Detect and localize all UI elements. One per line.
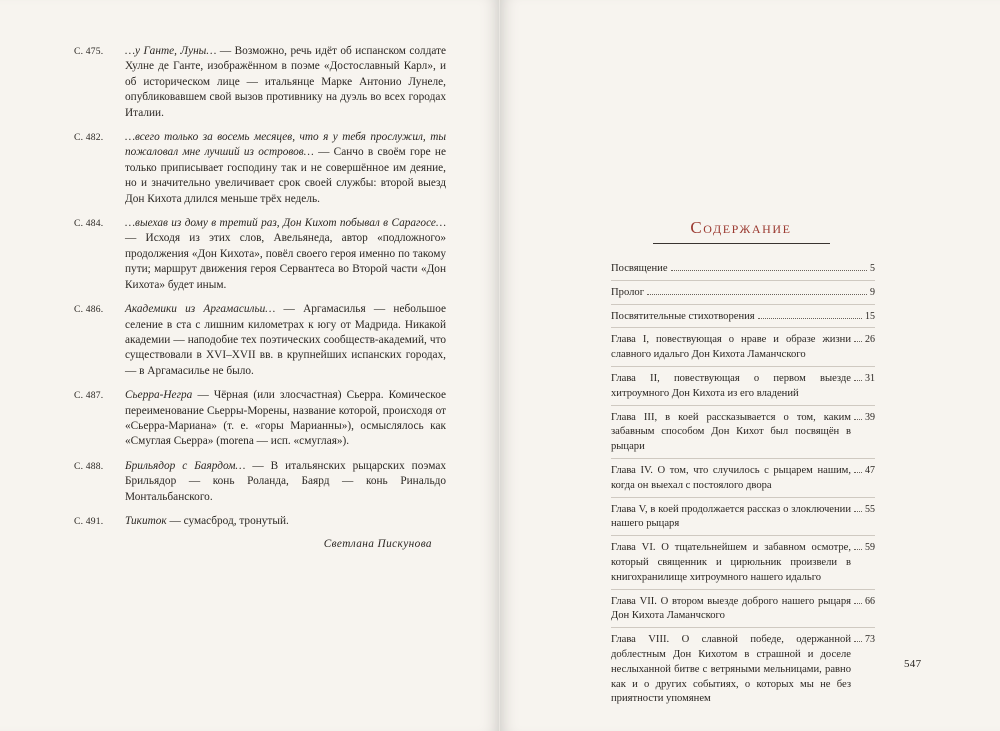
note-quote: Брильядор с Баярдом… bbox=[125, 459, 246, 472]
note-item bbox=[74, 514, 446, 529]
toc-entry-title: Посвятительные стихотворения bbox=[611, 310, 755, 322]
toc-leader bbox=[854, 472, 862, 473]
toc-entry-page: 31 bbox=[865, 372, 875, 384]
note-text: — В итальянских рыцарских поэмах Брильядор — конь Роланда, Баярд — конь Ринальдо Монтальбанского. bbox=[125, 459, 447, 503]
note-text: — Исходя из этих слов, Авельянеда, автор «подложного» продолжения «Дон Кихота», повёл своего героя именно по такому пути; маршрут движения героя Сервантеса во Второй части «Дон Кихота» будет иным. bbox=[125, 232, 446, 291]
table-of-contents bbox=[611, 262, 875, 715]
note-item bbox=[74, 388, 446, 450]
note-ref: С. 487. bbox=[74, 390, 104, 402]
toc-entry-title: Глава II, повествующая о первом выезде хитроумного Дон Кихота из его владений bbox=[611, 372, 851, 399]
toc-leader bbox=[854, 380, 862, 381]
toc-entry-page: 26 bbox=[865, 334, 875, 346]
toc-entry[interactable] bbox=[611, 411, 875, 459]
heading-rule bbox=[653, 243, 830, 244]
note-text: — Возможно, речь идёт об испанском солдате Хулне де Ганте, изображённом в поэме «Достославный Карл», и об историческом лице — итальянце Марке Антонио Лунеле, опубликовавшем свой вызов противнику на дуэль во всех городах Италии. bbox=[125, 45, 446, 119]
note-item bbox=[74, 459, 446, 505]
toc-entry[interactable] bbox=[611, 333, 875, 367]
toc-entry[interactable] bbox=[611, 464, 875, 498]
toc-leader bbox=[854, 549, 862, 550]
note-text: — Чёрная (или злосчастная) Сьерра. Комическое переименование Сьерры-Морены, название которой, происходя от «Сьерра-Мариана» (т. е. «горы Марианны»), осмыслялось как «Смуглая Сьерра» (morena — исп. «смуглая»). bbox=[125, 389, 446, 448]
toc-entry-page: 9 bbox=[870, 286, 875, 298]
toc-entry-page: 39 bbox=[865, 411, 875, 423]
note-item bbox=[74, 216, 446, 293]
toc-entry-title: Глава IV. О том, что случилось с рыцарем нашим, когда он выехал с постоялого двора bbox=[611, 464, 851, 491]
toc-entry-page: 66 bbox=[865, 595, 875, 607]
contents-heading: Содержание bbox=[690, 218, 792, 237]
toc-entry-title: Посвящение bbox=[611, 263, 668, 274]
toc-leader bbox=[854, 641, 862, 642]
toc-entry-page: 15 bbox=[865, 310, 875, 322]
toc-entry[interactable] bbox=[611, 595, 875, 629]
note-ref: С. 491. bbox=[74, 515, 104, 527]
toc-entry-title: Глава VIII. О славной победе, одержанной доблестным Дон Кихотом в страшной и доселе неслыханной битве с ветряными мельницами, равно как и о других событиях, о которых мы не без приятности упомянем bbox=[611, 634, 851, 705]
toc-leader bbox=[647, 294, 867, 295]
note-quote: …всего только за восемь месяцев, что я у тебя прослужил, ты пожаловал мне лучший из островов… bbox=[125, 131, 446, 159]
toc-leader bbox=[671, 270, 867, 271]
toc-entry[interactable] bbox=[611, 372, 875, 406]
note-ref: С. 484. bbox=[74, 218, 104, 230]
note-quote: Тикиток bbox=[125, 514, 167, 527]
toc-leader bbox=[854, 603, 862, 604]
notes-list bbox=[74, 44, 446, 550]
toc-entry[interactable] bbox=[611, 541, 875, 589]
note-text: — Аргамасилья — небольшое селение в ста с лишним километрах к югу от Мадрида. Никакой академии — наподобие тех поэтических сообществ-академий, что существовали в XVI–XVII вв. в крупнейших испанских городах, — в Аргамасилье не было. bbox=[125, 303, 446, 377]
toc-leader bbox=[854, 419, 862, 420]
note-item bbox=[74, 302, 446, 379]
note-item bbox=[74, 44, 446, 121]
page-number: 547 bbox=[904, 658, 922, 670]
toc-entry[interactable] bbox=[611, 503, 875, 537]
toc-entry-title: Глава VII. О втором выезде доброго нашего рыцаря Дон Кихота Ламанчского bbox=[611, 595, 851, 622]
note-quote: …выехав из дому в третий раз, Дон Кихот побывал в Сарагосе… bbox=[125, 217, 446, 230]
toc-leader bbox=[854, 341, 862, 342]
note-quote: …у Ганте, Луны… bbox=[125, 45, 217, 57]
toc-entry[interactable] bbox=[611, 286, 875, 305]
toc-entry-title: Глава I, повествующая о нраве и образе жизни славного идальго Дон Кихота Ламанчского bbox=[611, 334, 851, 361]
note-ref: С. 488. bbox=[74, 460, 104, 472]
note-ref: С. 482. bbox=[74, 132, 104, 144]
toc-entry-title: Глава VI. О тщательнейшем и забавном осмотре, который священник и цирюльник произвели в книгохранилище хитроумного нашего идальго bbox=[611, 542, 851, 583]
toc-entry-page: 5 bbox=[870, 263, 875, 274]
note-text: — сумасброд, тронутый. bbox=[166, 514, 289, 527]
toc-entry-page: 73 bbox=[865, 634, 875, 646]
toc-entry-page: 59 bbox=[865, 542, 875, 554]
note-text: — Санчо в своём горе не только приписывает господину так и не совершённое им деяние, но и значительно увеличивает срок своей службы: второй выезд Дон Кихота длился меньше трёх недель. bbox=[125, 146, 446, 205]
toc-entry-title: Пролог bbox=[611, 286, 645, 298]
toc-leader bbox=[758, 318, 862, 319]
note-quote: Сьерра-Негра bbox=[125, 389, 193, 402]
note-quote: Академики из Аргамасильи… bbox=[125, 303, 276, 316]
author-signature: Светлана Пискунова bbox=[323, 538, 432, 551]
note-item bbox=[74, 130, 446, 207]
toc-entry-title: Глава III, в коей рассказывается о том, каким забавным способом Дон Кихот был посвящён в рыцари bbox=[611, 411, 851, 453]
toc-entry[interactable] bbox=[611, 262, 875, 281]
note-ref: С. 475. bbox=[74, 46, 104, 57]
toc-entry-title: Глава V, в коей продолжается рассказ о злоключении нашего рыцаря bbox=[611, 503, 851, 530]
toc-leader bbox=[854, 511, 862, 512]
toc-entry[interactable] bbox=[611, 310, 875, 329]
toc-entry-page: 47 bbox=[865, 464, 875, 476]
note-ref: С. 486. bbox=[74, 304, 104, 316]
toc-entry[interactable] bbox=[611, 633, 875, 710]
toc-entry-page: 55 bbox=[865, 503, 875, 515]
